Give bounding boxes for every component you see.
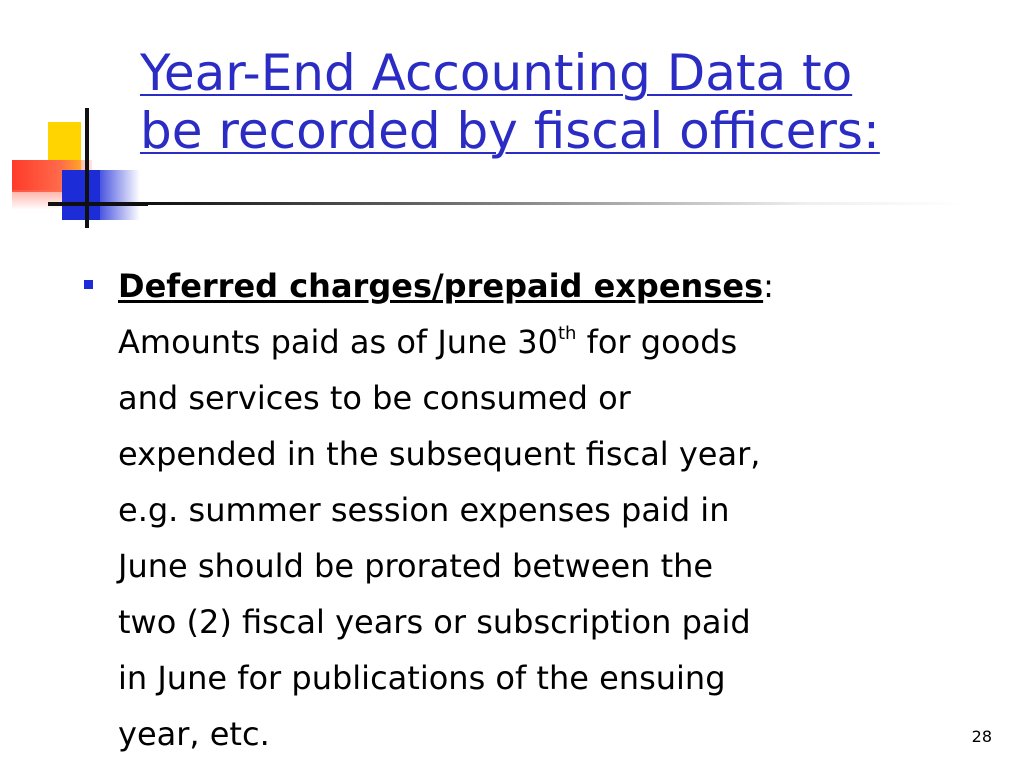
title-line-1: Year-End Accounting Data to: [140, 44, 853, 102]
slide-title: [140, 44, 1000, 160]
bullet-line-5: June should be prorated between the: [118, 547, 714, 585]
bullet-line-7: in June for publications of the ensuing: [118, 659, 726, 697]
decorative-logo-graphic: [0, 0, 150, 240]
logo-vertical-line: [85, 108, 89, 228]
title-divider: [148, 202, 968, 205]
logo-blue-block: [62, 170, 100, 220]
bullet-line-2: and services to be consumed or: [118, 379, 631, 417]
logo-horizontal-line: [48, 202, 148, 206]
bullet-item: [82, 258, 962, 762]
square-bullet-icon: [84, 280, 93, 289]
bullet-line-8: year, etc.: [118, 715, 270, 753]
title-line-2: be recorded by fiscal officers:: [140, 102, 880, 160]
page-number: 28: [971, 727, 992, 746]
bullet-line-1-end: for goods: [576, 323, 738, 361]
bullet-line-1: [118, 314, 962, 370]
bullet-text: [118, 258, 962, 762]
bullet-line-3: expended in the subsequent fiscal year,: [118, 435, 761, 473]
logo-blue-fade: [100, 170, 140, 220]
bullet-line-1-start: Amounts paid as of June 30: [118, 323, 558, 361]
bullet-term-suffix: :: [763, 267, 774, 305]
bullet-line-4: e.g. summer session expenses paid in: [118, 491, 730, 529]
bullet-line-6: two (2) fiscal years or subscription paid: [118, 603, 751, 641]
ordinal-superscript: th: [557, 323, 577, 344]
bullet-line-0: [118, 258, 962, 314]
slide-body: [82, 258, 962, 762]
bullet-term: Deferred charges/prepaid expenses: [118, 267, 764, 305]
